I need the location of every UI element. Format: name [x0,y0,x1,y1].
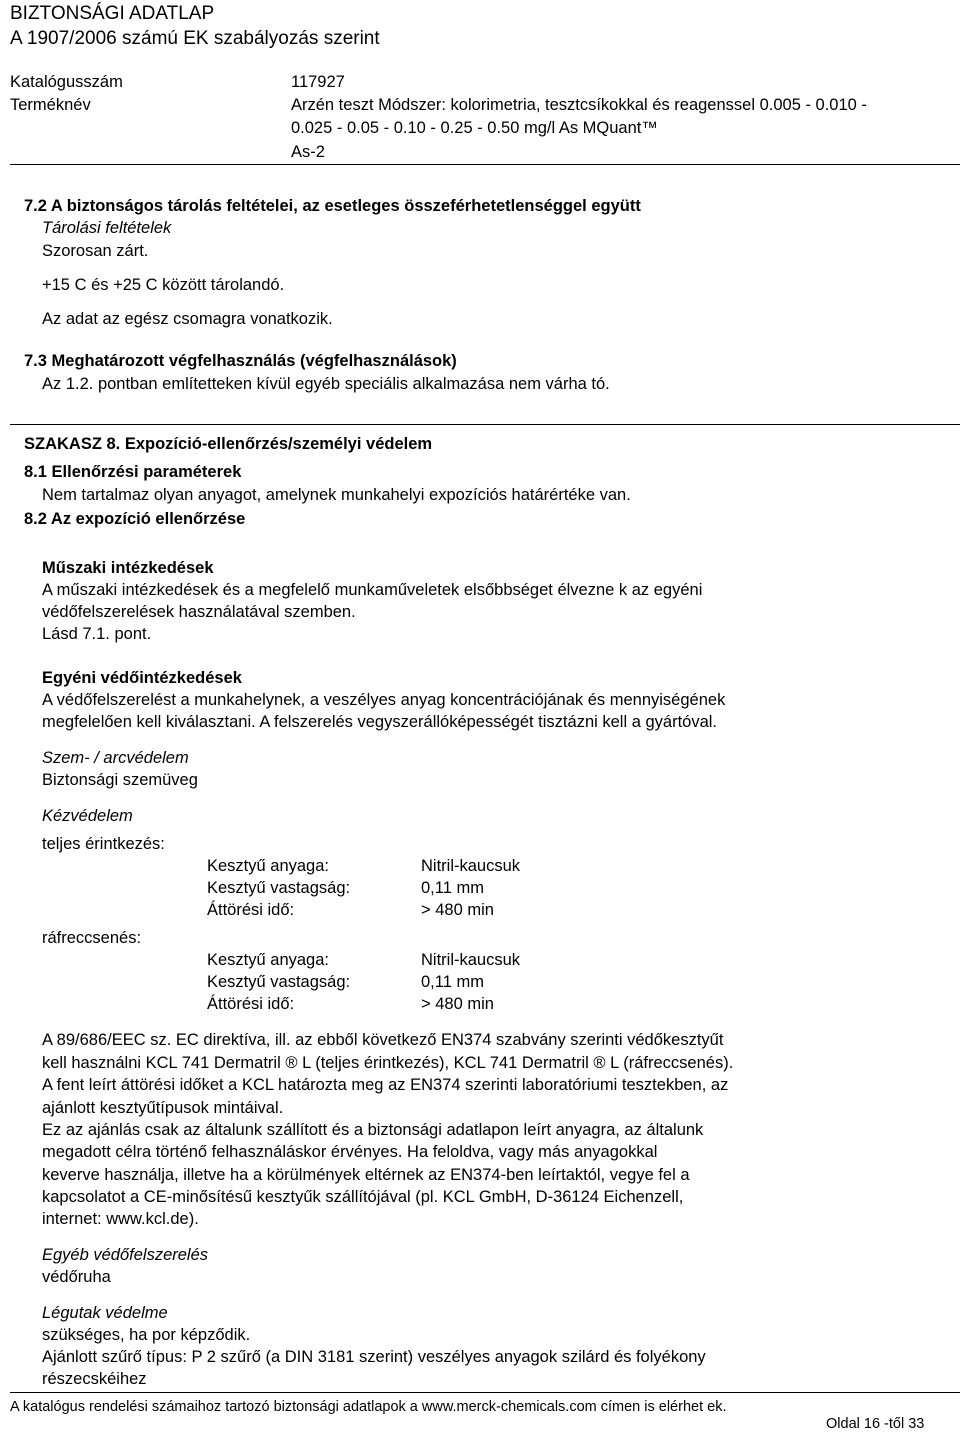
catalog-value: 117927 [291,73,345,91]
section-divider [10,424,960,425]
glove-paragraph-line-9: internet: www.kcl.de). [42,1210,199,1228]
section-8-heading: SZAKASZ 8. Expozíció-ellenőrzés/személyi védelem [24,435,433,453]
full-contact-label: teljes érintkezés: [42,835,165,853]
respiratory-protection-heading: Légutak védelme [42,1304,168,1322]
respiratory-line-1: szükséges, ha por képződik. [42,1326,251,1344]
glove1-material-label: Kesztyű anyaga: [207,857,329,875]
section-8-1-heading: 8.1 Ellenőrzési paraméterek [24,463,242,481]
storage-conditions-subheading: Tárolási feltételek [42,219,172,237]
technical-measures-line-3: Lásd 7.1. pont. [42,625,152,643]
product-name-line1: Arzén teszt Módszer: kolorimetria, tesztcsíkokkal és reagenssel 0.005 - 0.010 - [291,96,867,114]
section-7-2-heading: 7.2 A biztonságos tárolás feltételei, az esetleges összeférhetetlenséggel együtt [24,197,641,215]
respiratory-line-3: részecskéihez [42,1370,147,1388]
individual-measures-heading: Egyéni védőintézkedések [42,669,242,687]
page-number: Oldal 16 -től 33 [826,1416,925,1432]
individual-measures-line-2: megfelelően kell kiválasztani. A felszerelés vegyszerállóképességét tisztázni kell a gyártóval. [42,713,718,731]
glove2-thickness-value: 0,11 mm [421,973,484,991]
glove2-material-label: Kesztyű anyaga: [207,951,329,969]
eye-protection-text: Biztonsági szemüveg [42,771,198,789]
splash-label: ráfreccsenés: [42,929,142,947]
glove-paragraph-line-3: A fent leírt áttörési időket a KCL határozta meg az EN374 szerinti laboratóriumi tesztekben, az [42,1076,729,1094]
storage-line-3: Az adat az egész csomagra vonatkozik. [42,310,333,328]
product-label: Terméknév [10,96,91,114]
glove1-material-value: Nitril-kaucsuk [421,857,521,875]
section-8-1-text: Nem tartalmaz olyan anyagot, amelynek munkahelyi expozíciós határértéke van. [42,486,631,504]
product-name-line2: 0.025 - 0.05 - 0.10 - 0.25 - 0.50 mg/l As MQuant™ [291,119,658,137]
header-divider [10,164,960,165]
glove-paragraph-line-6: megadott célra történő felhasználáskor érvényes. Ha feloldva, vagy más anyagokkal [42,1143,658,1161]
glove-paragraph-line-5: Ez az ajánlás csak az általunk szállított és a biztonsági adatlapon leírt anyagra, az általunk [42,1121,704,1139]
document-title: BIZTONSÁGI ADATLAP [10,3,215,24]
individual-measures-line-1: A védőfelszerelést a munkahelynek, a veszélyes anyag koncentrációjának és mennyiségének [42,691,726,709]
glove1-breakthrough-label: Áttörési idő: [207,901,295,919]
glove1-thickness-label: Kesztyű vastagság: [207,879,351,897]
technical-measures-line-2: védőfelszerelések használatával szemben. [42,603,356,621]
section-7-3-text: Az 1.2. pontban említetteken kívül egyéb speciális alkalmazása nem várha tó. [42,375,610,393]
eye-protection-heading: Szem- / arcvédelem [42,749,189,767]
footer-note: A katalógus rendelési számaihoz tartozó biztonsági adatlapok a www.merck-chemicals.com címen is elérhet ek. [10,1399,727,1415]
glove-paragraph-line-2: kell használni KCL 741 Dermatril ® L (teljes érintkezés), KCL 741 Dermatril ® L (ráfreccsenés). [42,1054,734,1072]
storage-line-2: +15 C és +25 C között tárolandó. [42,276,285,294]
technical-measures-line-1: A műszaki intézkedések és a megfelelő munkaműveletek elsőbbséget élvezne k az egyéni [42,581,703,599]
respiratory-line-2: Ajánlott szűrő típus: P 2 szűrő (a DIN 3181 szerint) veszélyes anyagok szilárd és folyékony [42,1348,706,1366]
glove2-thickness-label: Kesztyű vastagság: [207,973,351,991]
regulation-subtitle: A 1907/2006 számú EK szabályozás szerint [10,28,380,49]
glove2-breakthrough-label: Áttörési idő: [207,995,295,1013]
catalog-label: Katalógusszám [10,73,123,91]
hand-protection-heading: Kézvédelem [42,807,133,825]
glove1-thickness-value: 0,11 mm [421,879,484,897]
other-protection-text: védőruha [42,1268,111,1286]
section-7-3-heading: 7.3 Meghatározott végfelhasználás (végfelhasználások) [24,352,457,370]
glove-paragraph-line-7: keverve használja, illetve ha a körülmények eltérnek az EN374-ben leírtaktól, vegye fel a [42,1166,690,1184]
storage-line-1: Szorosan zárt. [42,242,149,260]
product-name-line3: As-2 [291,143,325,161]
section-8-2-heading: 8.2 Az expozíció ellenőrzése [24,510,246,528]
glove-paragraph-line-8: kapcsolatot a CE-minősítésű kesztyűk szállítójával (pl. KCL GmbH, D-36124 Eichenzell, [42,1188,684,1206]
glove1-breakthrough-value: > 480 min [421,901,494,919]
glove-paragraph-line-4: ajánlott kesztyűtípusok mintáival. [42,1099,284,1117]
glove2-breakthrough-value: > 480 min [421,995,494,1013]
technical-measures-heading: Műszaki intézkedések [42,559,214,577]
footer-divider [10,1392,960,1393]
glove2-material-value: Nitril-kaucsuk [421,951,521,969]
glove-paragraph-line-1: A 89/686/EEC sz. EC direktíva, ill. az ebből következő EN374 szabvány szerinti védőkesztyűt [42,1031,724,1049]
other-protection-heading: Egyéb védőfelszerelés [42,1246,209,1264]
